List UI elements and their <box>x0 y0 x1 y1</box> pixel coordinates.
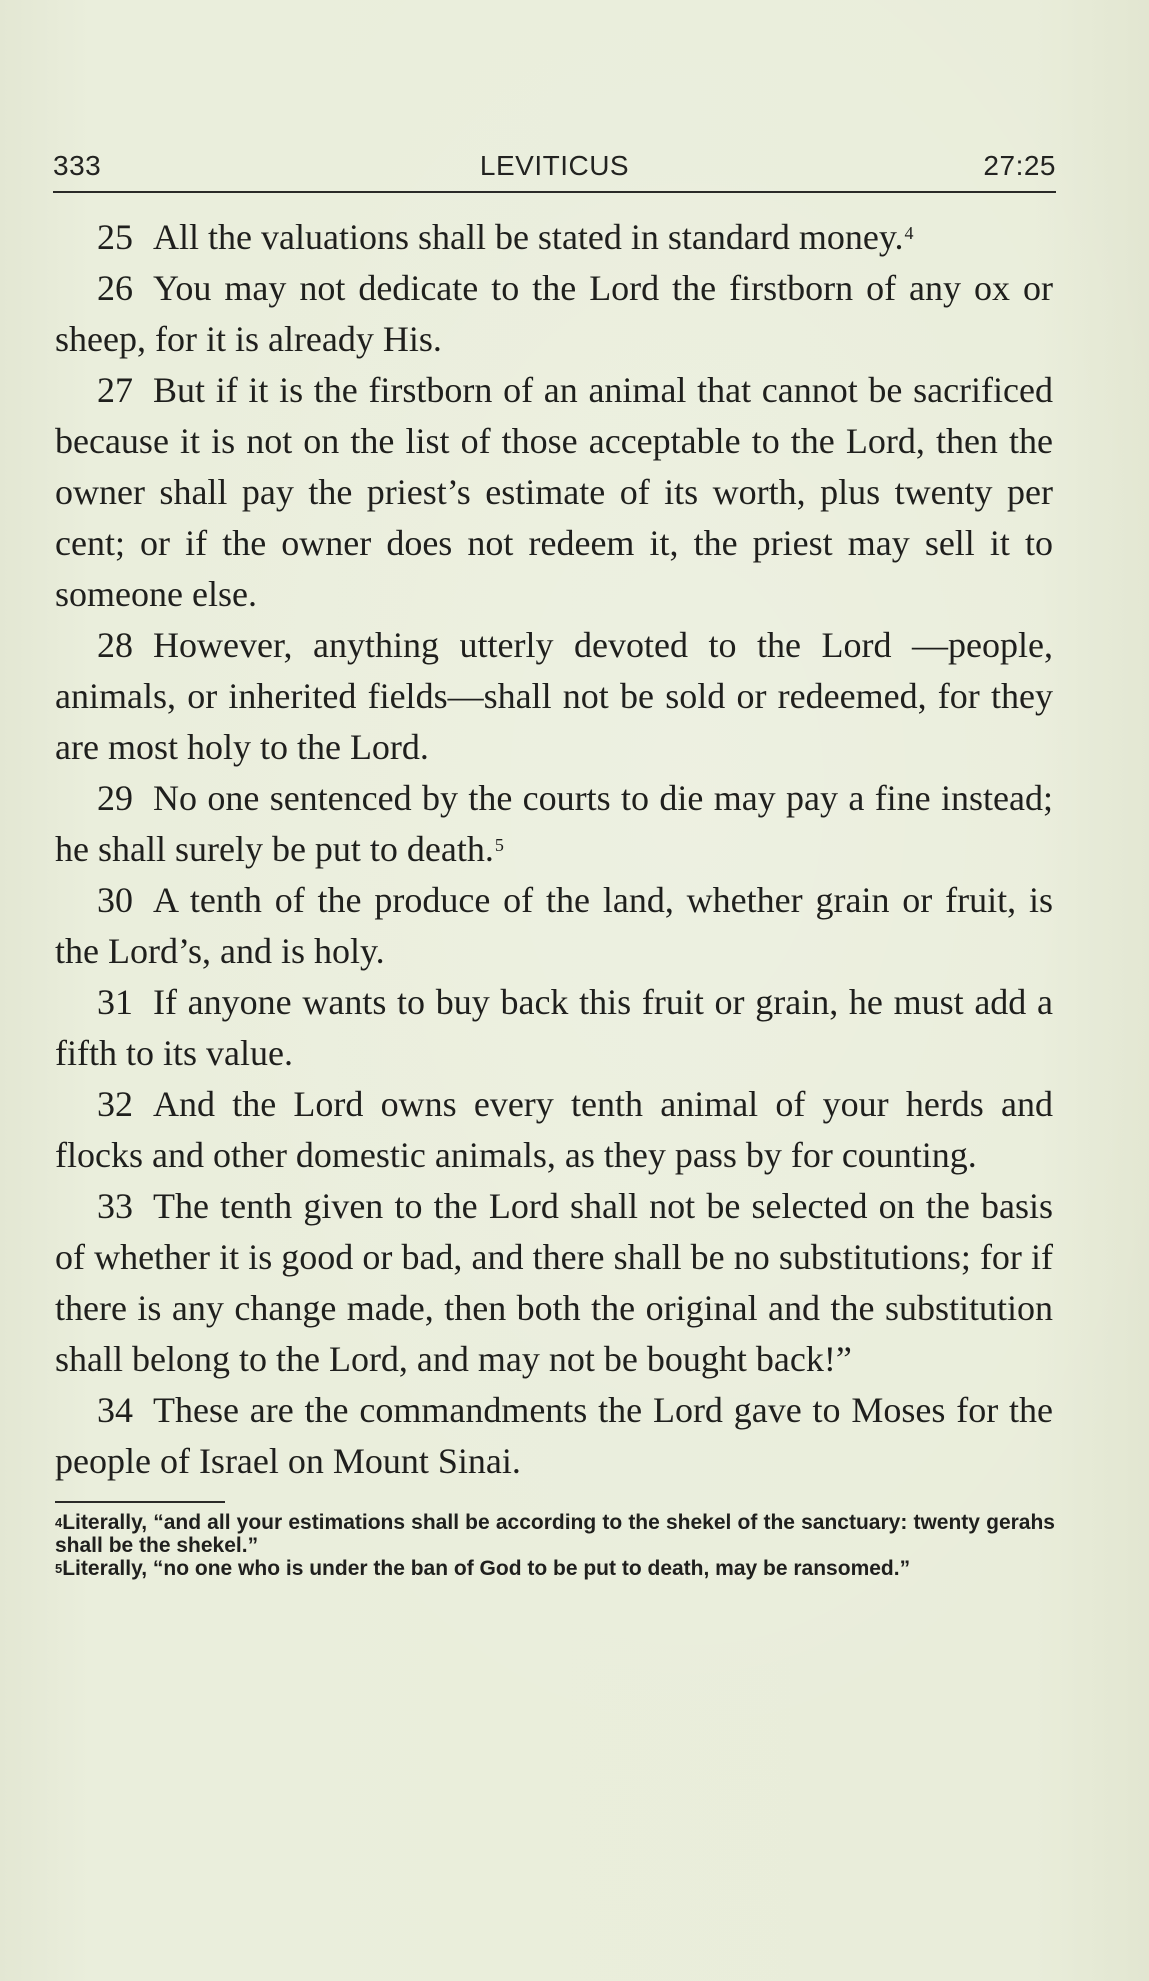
verse-text: These are the commandments the Lord gave to Moses for the people of Israel on Mount Sinai. <box>55 1390 1053 1481</box>
verse-25 <box>55 212 1053 263</box>
verse-number: 33 <box>97 1186 133 1226</box>
verse-text: No one sentenced by the courts to die may pay a fine instead; he shall surely be put to death. <box>55 778 1053 869</box>
verse-number: 27 <box>97 370 133 410</box>
header-rule <box>53 191 1056 193</box>
verse-27 <box>55 365 1053 620</box>
verse-number: 26 <box>97 268 133 308</box>
verse-30 <box>55 875 1053 977</box>
footnote-mark: 4 <box>55 1515 63 1530</box>
verse-number: 31 <box>97 982 133 1022</box>
footnotes <box>55 1511 1055 1580</box>
footnote-4 <box>55 1511 1055 1557</box>
book-title: LEVITICUS <box>479 150 630 181</box>
verse-33 <box>55 1181 1053 1385</box>
verse-28 <box>55 620 1053 773</box>
verse-number: 28 <box>97 625 133 665</box>
footnote-mark: 5 <box>55 1561 63 1576</box>
verse-text: But if it is the firstborn of an animal that cannot be sacrificed because it is not on the list of those acceptable to the Lord, then the owner shall pay the priest’s estimate of its worth, plus twenty per cent; or if the owner does not redeem it, the priest may sell it to someone else. <box>55 370 1053 614</box>
page-number: 333 <box>53 150 102 181</box>
verse-number: 29 <box>97 778 133 818</box>
running-header <box>53 150 1056 190</box>
chapter-verse-reference: 27:25 <box>983 150 1056 181</box>
verse-number: 34 <box>97 1390 133 1430</box>
verse-text: You may not dedicate to the Lord the firstborn of any ox or sheep, for it is already His. <box>55 268 1053 359</box>
footnote-marker: 4 <box>904 223 914 243</box>
footnote-5 <box>55 1557 1055 1580</box>
footnote-text: Literally, “and all your estimations shall be according to the shekel of the sanctuary: twenty gerahs shall be the shekel.” <box>55 1511 1055 1557</box>
verse-number: 30 <box>97 880 133 920</box>
verse-34 <box>55 1385 1053 1487</box>
verse-31 <box>55 977 1053 1079</box>
verse-29 <box>55 773 1053 875</box>
verse-number: 32 <box>97 1084 133 1124</box>
footnote-marker: 5 <box>494 835 504 855</box>
verse-text: A tenth of the produce of the land, whether grain or fruit, is the Lord’s, and is holy. <box>55 880 1053 971</box>
scripture-text <box>55 212 1053 1487</box>
verse-32 <box>55 1079 1053 1181</box>
verse-text: All the valuations shall be stated in standard money. <box>153 217 904 257</box>
footnote-text: Literally, “no one who is under the ban of God to be put to death, may be ransomed.” <box>62 1557 911 1580</box>
verse-text: If anyone wants to buy back this fruit or grain, he must add a fifth to its value. <box>55 982 1053 1073</box>
verse-text: The tenth given to the Lord shall not be selected on the basis of whether it is good or bad, and there shall be no substitutions; for if there is any change made, then both the original and the substitution shall belong to the Lord, and may not be bought back!” <box>55 1186 1053 1379</box>
footnote-rule <box>55 1501 225 1503</box>
verse-26 <box>55 263 1053 365</box>
verse-text: However, anything utterly devoted to the Lord —people, animals, or inherited fields—shall not be sold or redeemed, for they are most holy to the Lord. <box>55 625 1053 767</box>
verse-text: And the Lord owns every tenth animal of your herds and flocks and other domestic animals, as they pass by for counting. <box>55 1084 1053 1175</box>
verse-number: 25 <box>97 217 133 257</box>
